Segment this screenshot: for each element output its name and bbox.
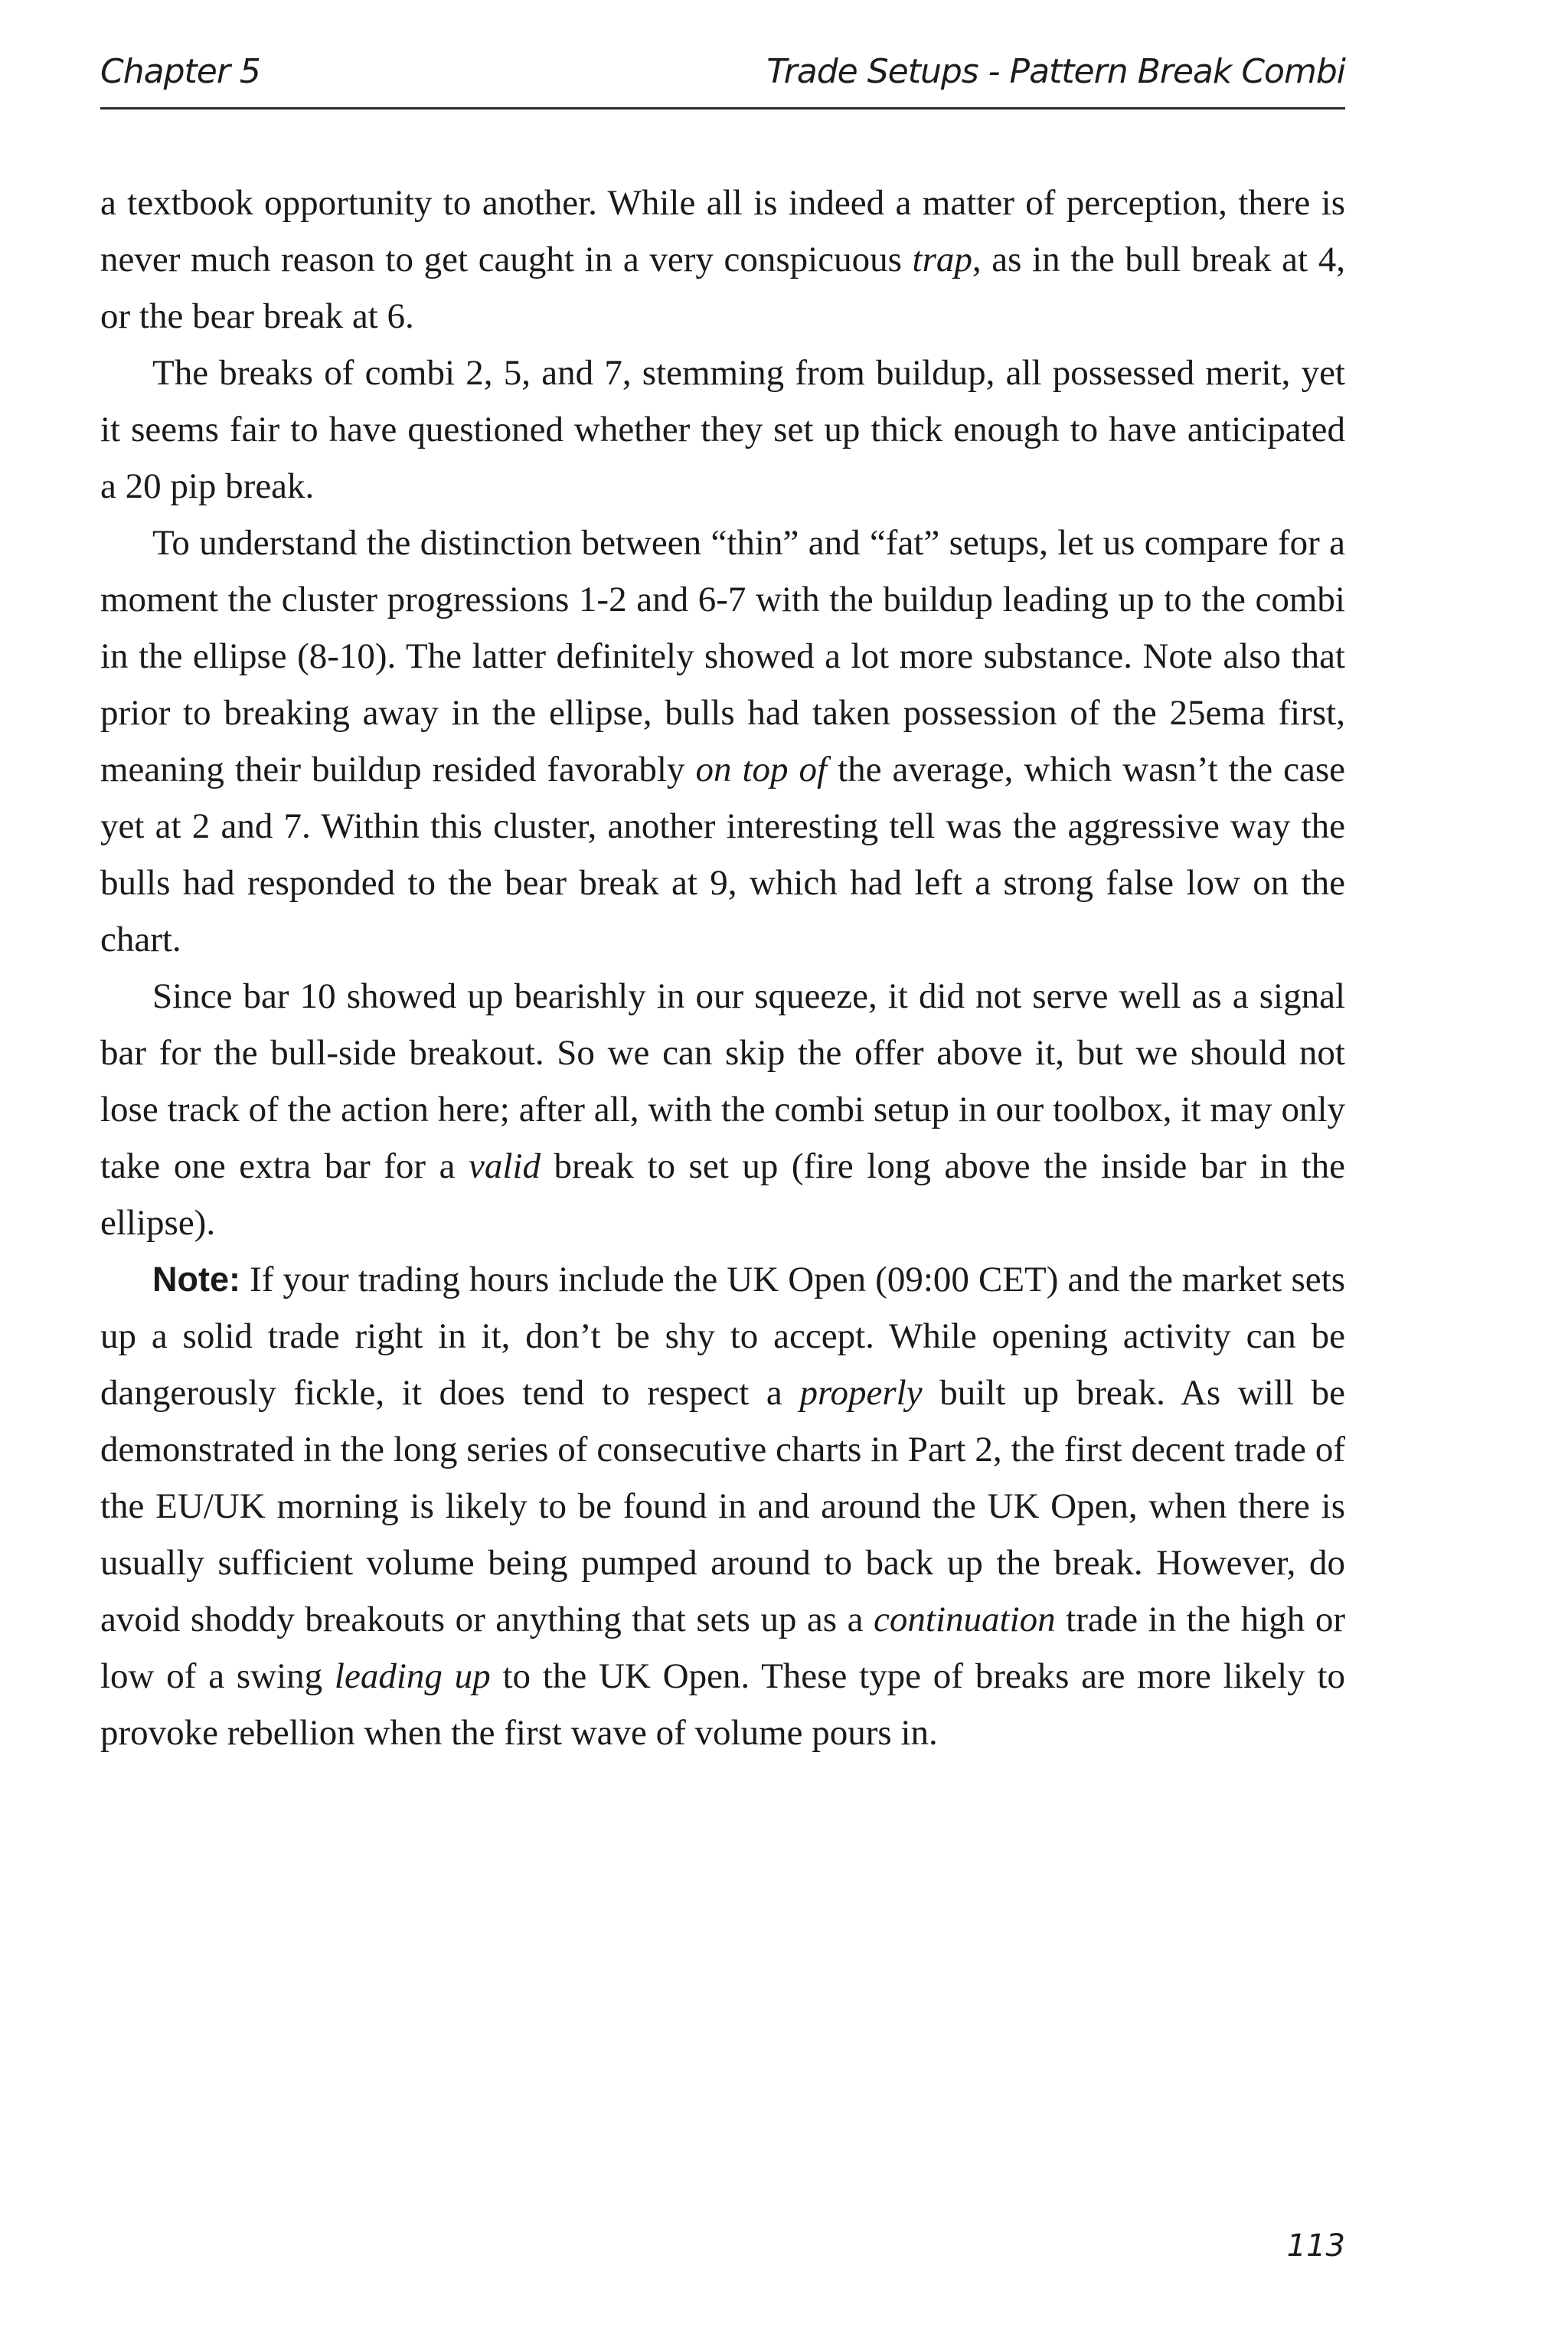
chapter-title: Chapter 5 <box>100 52 260 91</box>
italic-term: valid <box>469 1146 541 1186</box>
text-run: built up break. As will be demonstrated in the long series of consecutive charts in Part 2, the first decent trade of the EU/UK morning is likely to be found in and around the UK Open, when there is usually sufficient volume being pumped around to back up the break. However, do avoid shoddy breakouts or anything that sets up as a <box>100 1373 1345 1639</box>
section-title: Trade Setups - Pattern Break Combi <box>766 52 1345 91</box>
italic-term: properly <box>799 1373 923 1413</box>
text-run: the average, which wasn’t the case yet at 2 and 7. Within this cluster, another interesting tell was the aggressive way the bulls had responded to the bear break at 9, which had left a strong false low on the chart. <box>100 750 1345 959</box>
text-run: Since bar 10 showed up bearishly in our squeeze, it did not serve well as a signal bar for the bull-side breakout. So we can skip the offer above it, but we should not lose track of the action here; after all, with the combi setup in our toolbox, it may only take one extra bar for a <box>100 976 1345 1186</box>
text-run: to the UK Open. These type of breaks are more likely to provoke rebellion when the first wave of volume pours in. <box>100 1656 1346 1753</box>
text-run: If your trading hours include the UK Open (09:00 CET) and the market sets up a solid trade right in it, don’t be shy to accept. While opening activity can be dangerously fickle, it does tend to respect a <box>100 1260 1345 1413</box>
page-number: 113 <box>1286 2228 1345 2264</box>
italic-term: on top of <box>695 750 828 789</box>
italic-term: continuation <box>874 1600 1056 1639</box>
text-run: , as in the bull break at 4, or the bear break at 6. <box>100 240 1345 336</box>
text-run: To understand the distinction between “thin” and “fat” setups, let us compare for a moment the cluster progressions 1-2 and 6-7 with the buildup leading up to the combi in the ellipse (8-10). The latter definitely showed a lot more substance. Note also that prior to breaking away in the ellipse, bulls had taken possession of the 25ema first, meaning their buildup resided favorably <box>100 523 1345 789</box>
text-run: break to set up (fire long above the inside bar in the ellipse). <box>100 1146 1345 1243</box>
paragraph-4 <box>100 968 1345 1251</box>
paragraph-3 <box>100 515 1345 968</box>
italic-term: trap <box>912 240 972 279</box>
text-run: a textbook opportunity to another. While all is indeed a matter of perception, there is never much reason to get caught in a very conspicuous <box>100 183 1345 279</box>
running-header <box>100 47 1345 110</box>
italic-term: leading up <box>334 1656 491 1696</box>
paragraph-2 <box>100 345 1345 515</box>
body-text <box>100 175 1345 1761</box>
text-run: The breaks of combi 2, 5, and 7, stemming from buildup, all possessed merit, yet it seems fair to have questioned whether they set up thick enough to have anticipated a 20 pip break. <box>100 353 1345 506</box>
paragraph-1 <box>100 175 1345 345</box>
paragraph-5-note <box>100 1251 1345 1761</box>
note-label: Note: <box>152 1260 240 1299</box>
text-run: trade in the high or low of a swing <box>100 1600 1345 1696</box>
